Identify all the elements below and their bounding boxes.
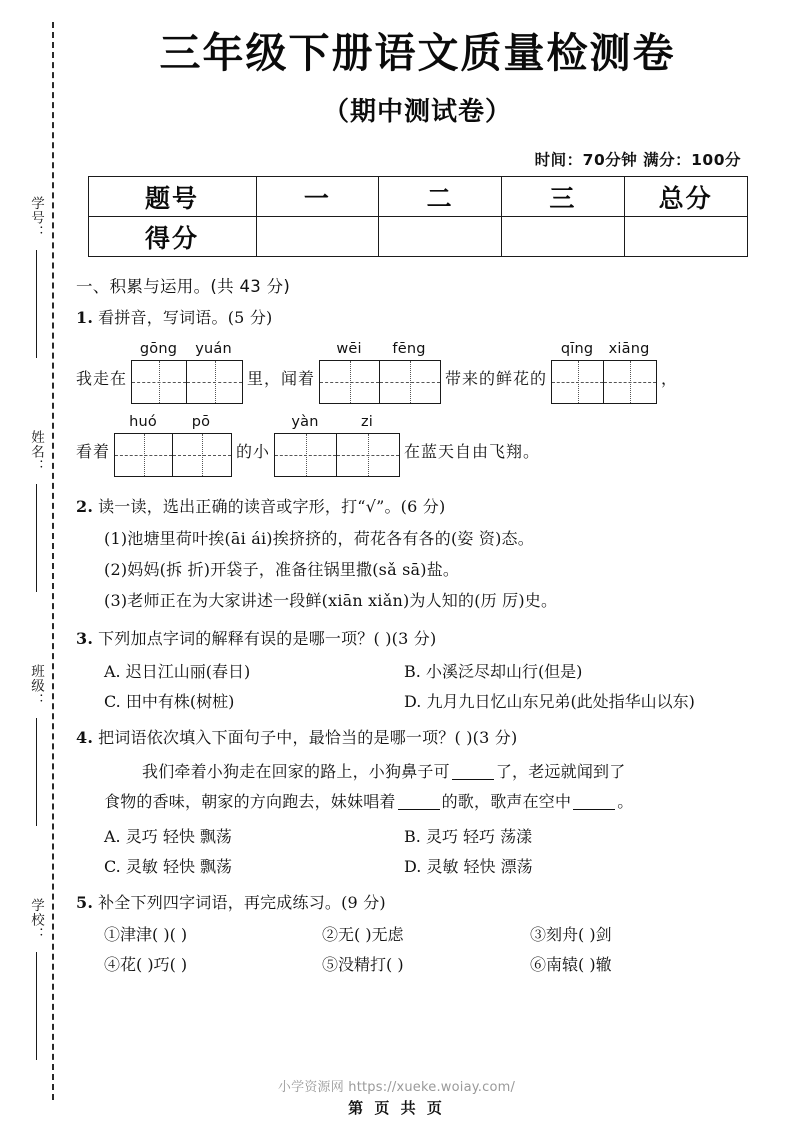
q4-passage-part-2: 了，老远就闻到了	[495, 762, 626, 782]
question-5-item-2[interactable]: ②无( )无虑	[322, 925, 404, 945]
question-3-options-row-1	[104, 659, 765, 682]
q1-r2-after-1: 的小	[236, 441, 271, 461]
pinyin-text	[131, 341, 243, 357]
score-cell-1[interactable]	[256, 217, 379, 257]
question-2	[76, 495, 765, 520]
question-5-stem: 补全下列四字词语，再完成练习。(9 分)	[98, 892, 386, 912]
pinyin-syllable: yuán	[195, 340, 232, 357]
score-table-col-total: 总分	[624, 177, 747, 217]
question-5-row-2	[104, 952, 765, 975]
question-3-options-row-2	[104, 689, 765, 712]
question-1-stem: 看拼音，写词语。(5 分)	[98, 308, 273, 328]
tianzige-cell[interactable]	[380, 361, 440, 403]
option-text: 小溪泛尽却山行(但是)	[425, 661, 583, 681]
option-label: C.	[104, 691, 121, 711]
q1-r1-lead: 我走在	[76, 368, 128, 388]
question-5-number: 5.	[76, 892, 94, 912]
exam-meta-info: 时间：70分钟 满分：100分	[534, 151, 741, 170]
section-heading-1: 一、积累与运用。(共 43 分)	[76, 277, 291, 297]
table-row	[88, 217, 747, 257]
pinyin-syllable: xiāng	[608, 340, 650, 357]
tianzige-cell[interactable]	[552, 361, 604, 403]
question-2-item-3: (3)老师正在为大家讲述一段鲜(xiān xiǎn)为人知的(历 厉)史。	[104, 590, 558, 610]
tianzige-cell[interactable]	[115, 434, 173, 476]
rail-item-school	[16, 898, 56, 1060]
rail-divider	[36, 250, 37, 358]
rail-label-school: 学校：	[28, 898, 44, 942]
rail-divider	[36, 952, 37, 1060]
question-3-option-d[interactable]	[404, 689, 704, 712]
question-4-options-row-2	[104, 854, 765, 877]
option-text: 灵敏 轻快 飘荡	[125, 856, 233, 876]
option-text: 田中有株(树桩)	[125, 691, 235, 711]
tianzige-cell[interactable]	[320, 361, 380, 403]
pinyin-text	[551, 341, 657, 357]
rail-label-name: 姓名：	[28, 430, 44, 474]
page-subtitle: （期中测试卷）	[322, 97, 512, 128]
tianzige-cell[interactable]	[132, 361, 187, 403]
question-2-number: 2.	[76, 496, 94, 516]
pinyin-text	[114, 414, 232, 430]
q1-pinyin-group-huopo	[114, 414, 232, 477]
score-table	[88, 176, 748, 257]
q1-r2-lead: 看着	[76, 441, 111, 461]
rail-item-class	[16, 664, 56, 826]
question-4-option-b[interactable]	[404, 824, 704, 847]
option-text: 灵敏 轻快 漂荡	[426, 856, 533, 876]
question-5-item-4[interactable]: ④花( )巧( )	[104, 955, 188, 975]
tianzige-cell[interactable]	[604, 361, 656, 403]
question-4-option-a[interactable]	[104, 824, 404, 847]
question-5-item-6[interactable]: ⑥南辕( )辙	[530, 955, 612, 975]
question-3-option-c[interactable]	[104, 689, 404, 712]
q4-blank-1[interactable]	[452, 779, 494, 780]
question-4-options-row-1	[104, 824, 765, 847]
score-table-col-1: 一	[256, 177, 379, 217]
q4-blank-2[interactable]	[398, 809, 440, 810]
option-label: A.	[104, 826, 121, 846]
option-label: C.	[104, 856, 121, 876]
question-4-number: 4.	[76, 727, 94, 747]
pinyin-syllable: yàn	[291, 413, 319, 430]
rail-item-student-id	[16, 196, 56, 358]
q4-passage-part-4: 的歌，歌声在空中	[441, 791, 572, 811]
tianzige-box[interactable]	[131, 360, 243, 404]
score-table-col-2: 二	[379, 177, 502, 217]
page-number-footer: 第 页 共 页	[348, 1099, 445, 1117]
rail-label-student-id: 学号：	[28, 196, 44, 240]
question-3-option-b[interactable]	[404, 659, 704, 682]
pinyin-syllable: qīng	[560, 340, 594, 357]
q1-r1-after-3: ，	[661, 368, 679, 388]
q1-pinyin-group-weifeng	[319, 341, 441, 404]
question-4-option-d[interactable]	[404, 854, 704, 877]
score-cell-3[interactable]	[502, 217, 625, 257]
q4-blank-3[interactable]	[573, 809, 615, 810]
q4-passage-part-1: 我们牵着小狗走在回家的路上，小狗鼻子可	[142, 762, 450, 782]
q1-pinyin-group-gongyuan	[131, 341, 243, 404]
tianzige-box[interactable]	[319, 360, 441, 404]
exam-sheet	[70, 0, 793, 1122]
q1-r2-after-2: 在蓝天自由飞翔。	[404, 441, 541, 461]
question-4-stem: 把词语依次填入下面句子中，最恰当的是哪一项？( )(3 分)	[98, 727, 518, 747]
rail-divider	[36, 484, 37, 592]
q1-pinyin-group-yanzi	[274, 414, 400, 477]
option-text: 九月九日忆山东兄弟(此处指华山以东)	[426, 691, 695, 711]
question-2-item-2: (2)妈妈(拆 折)开袋子，准备往锅里撒(sǎ sā)盐。	[104, 559, 460, 579]
pinyin-syllable: huó	[129, 413, 157, 430]
pinyin-text	[274, 414, 400, 430]
question-5-item-1[interactable]: ①津津( )( )	[104, 925, 188, 945]
question-5-item-5[interactable]: ⑤没精打( )	[322, 955, 404, 975]
tianzige-cell[interactable]	[173, 434, 231, 476]
option-text: 迟日江山丽(春日)	[125, 661, 251, 681]
question-1-number: 1.	[76, 308, 94, 328]
tianzige-cell[interactable]	[187, 361, 242, 403]
pinyin-syllable: zi	[361, 413, 374, 430]
pinyin-syllable: fēng	[392, 340, 426, 357]
question-4-option-c[interactable]	[104, 854, 404, 877]
q4-passage-part-5: 。	[617, 791, 634, 811]
pinyin-syllable: wēi	[336, 340, 362, 357]
question-2-item-1: (1)池塘里荷叶挨(āi ái)挨挤挤的，荷花各有各的(姿 资)态。	[104, 528, 534, 548]
score-table-col-3: 三	[502, 177, 625, 217]
option-label: A.	[104, 661, 121, 681]
question-2-stem: 读一读，选出正确的读音或字形，打“√”。(6 分)	[98, 496, 446, 516]
q1-pinyin-group-qingxiang	[551, 341, 657, 404]
question-3-stem: 下列加点字词的解释有误的是哪一项？( )(3 分)	[98, 628, 437, 648]
option-text: 灵巧 轻巧 荡漾	[425, 826, 533, 846]
option-label: B.	[404, 661, 421, 681]
question-5-row-1	[104, 922, 765, 945]
pinyin-syllable: gōng	[139, 340, 178, 357]
tianzige-box[interactable]	[274, 433, 400, 477]
rail-divider	[36, 718, 37, 826]
question-3-number: 3.	[76, 628, 94, 648]
q1-r1-after-2: 带来的鲜花的	[445, 368, 548, 388]
tianzige-cell[interactable]	[337, 434, 399, 476]
option-label: D.	[404, 856, 422, 876]
table-row	[88, 177, 747, 217]
rail-label-class: 班级：	[28, 664, 44, 708]
tianzige-cell[interactable]	[275, 434, 337, 476]
option-label: D.	[404, 691, 422, 711]
option-text: 灵巧 轻快 飘荡	[125, 826, 232, 846]
question-3-option-a[interactable]	[104, 659, 404, 682]
pinyin-syllable: pō	[191, 413, 211, 430]
score-cell-total[interactable]	[624, 217, 747, 257]
watermark-text: 小学资源网 https://xueke.woiay.com/	[277, 1080, 516, 1095]
question-5	[76, 891, 765, 916]
margin-rail	[0, 0, 70, 1122]
question-4-passage	[104, 757, 765, 816]
rail-item-name	[16, 430, 56, 592]
question-4	[76, 726, 765, 751]
question-3	[76, 627, 765, 652]
option-label: B.	[404, 826, 421, 846]
tianzige-box[interactable]	[551, 360, 657, 404]
q1-r1-after-1: 里，闻着	[247, 368, 316, 388]
tianzige-box[interactable]	[114, 433, 232, 477]
question-1-row-2	[76, 414, 765, 477]
question-5-item-3[interactable]: ③刻舟( )剑	[530, 925, 612, 945]
score-table-row-header-score: 得分	[88, 217, 256, 257]
q4-passage-part-3: 食物的香味，朝家的方向跑去，妹妹唱着	[104, 791, 396, 811]
pinyin-text	[319, 341, 441, 357]
question-1	[76, 306, 765, 331]
page-title: 三年级下册语文质量检测卷	[159, 29, 676, 77]
score-cell-2[interactable]	[379, 217, 502, 257]
question-1-row-1	[76, 341, 765, 404]
score-table-row-header-question: 题号	[88, 177, 256, 217]
